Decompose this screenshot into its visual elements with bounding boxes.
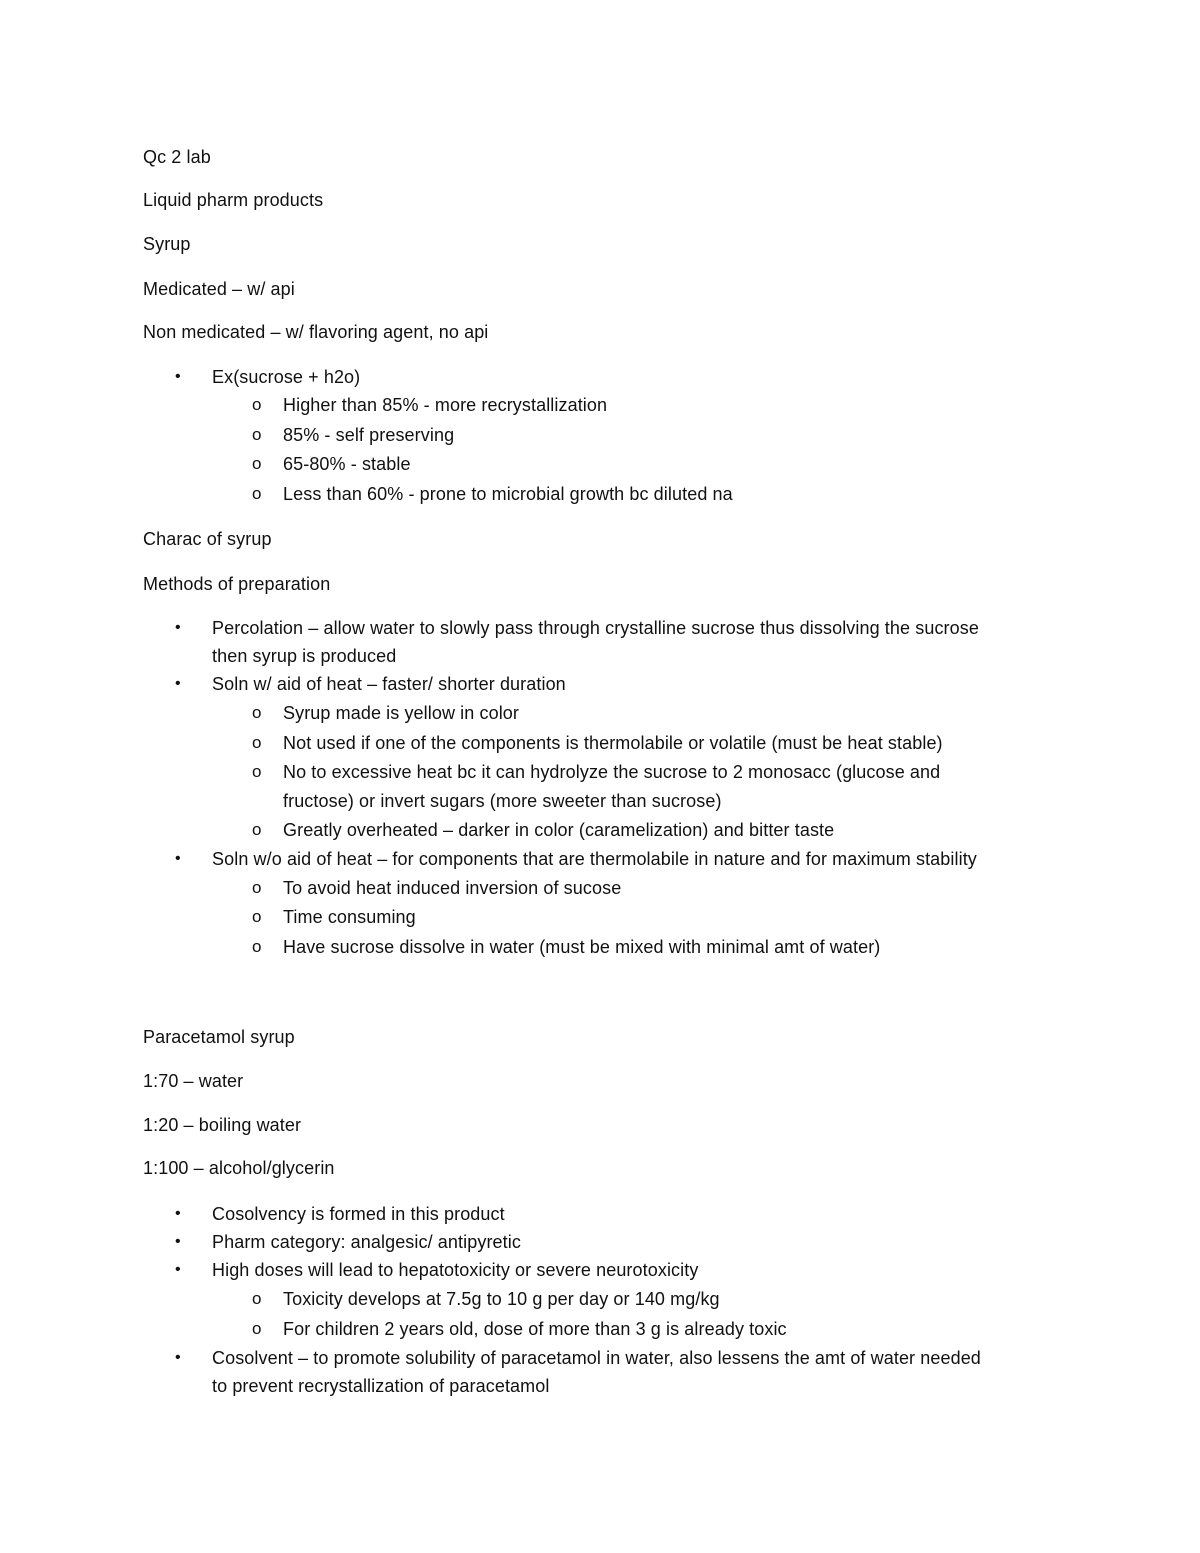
paragraph-line: Methods of preparation (143, 574, 331, 594)
sub-bullet-item-text: 65-80% - stable (283, 454, 411, 474)
sub-bullet-marker: o (252, 1289, 262, 1308)
sub-bullet-marker: o (252, 484, 262, 503)
sub-bullet-marker: o (252, 878, 262, 897)
sub-bullet-marker: o (252, 1319, 262, 1338)
paragraph-line: Liquid pharm products (143, 190, 324, 210)
bullet-marker: • (175, 1349, 181, 1366)
bullet-marker: • (175, 1233, 181, 1250)
sub-bullet-item-text: Time consuming (283, 907, 416, 927)
bullet-marker: • (175, 619, 181, 636)
sub-bullet-marker: o (252, 907, 262, 926)
bullet-item-text: Cosolvency is formed in this product (212, 1204, 505, 1224)
sub-bullet-marker: o (252, 762, 262, 781)
sub-bullet-item-text: To avoid heat induced inversion of sucose (283, 878, 622, 898)
paragraph-line: Non medicated – w/ flavoring agent, no api (143, 322, 489, 342)
sub-bullet-item-text: Syrup made is yellow in color (283, 703, 519, 723)
bullet-marker: • (175, 1205, 181, 1222)
sub-bullet-item-text: Have sucrose dissolve in water (must be mixed with minimal amt of water) (283, 937, 881, 957)
sub-bullet-marker: o (252, 425, 262, 444)
paragraph-line: Charac of syrup (143, 529, 272, 549)
bullet-item-text: Soln w/ aid of heat – faster/ shorter duration (212, 674, 566, 694)
bullet-marker: • (175, 368, 181, 385)
bullet-item-text: to prevent recrystallization of paracetamol (212, 1376, 550, 1396)
sub-bullet-item-text: Greatly overheated – darker in color (caramelization) and bitter taste (283, 820, 835, 840)
paragraph-line: 1:20 – boiling water (143, 1115, 302, 1135)
bullet-item-text: Soln w/o aid of heat – for components that are thermolabile in nature and for maximum stability (212, 849, 977, 869)
sub-bullet-marker: o (252, 733, 262, 752)
sub-bullet-item-text: Toxicity develops at 7.5g to 10 g per day or 140 mg/kg (283, 1289, 720, 1309)
sub-bullet-marker: o (252, 703, 262, 722)
sub-bullet-marker: o (252, 395, 262, 414)
sub-bullet-item-text: fructose) or invert sugars (more sweeter than sucrose) (283, 791, 722, 811)
sub-bullet-marker: o (252, 820, 262, 839)
sub-bullet-item-text: 85% - self preserving (283, 425, 455, 445)
paragraph-line: Qc 2 lab (143, 147, 211, 167)
bullet-item-text: Cosolvent – to promote solubility of paracetamol in water, also lessens the amt of water needed (212, 1348, 981, 1368)
bullet-item-text: then syrup is produced (212, 646, 397, 666)
paragraph-line: 1:70 – water (143, 1071, 244, 1091)
bullet-item-text: Pharm category: analgesic/ antipyretic (212, 1232, 521, 1252)
bullet-marker: • (175, 1261, 181, 1278)
sub-bullet-marker: o (252, 937, 262, 956)
sub-bullet-item-text: No to excessive heat bc it can hydrolyze the sucrose to 2 monosacc (glucose and (283, 762, 941, 782)
paragraph-line: 1:100 – alcohol/glycerin (143, 1158, 335, 1178)
sub-bullet-marker: o (252, 454, 262, 473)
paragraph-line: Medicated – w/ api (143, 279, 295, 299)
bullet-item-text: High doses will lead to hepatotoxicity or severe neurotoxicity (212, 1260, 699, 1280)
sub-bullet-item-text: Less than 60% - prone to microbial growth bc diluted na (283, 484, 733, 504)
bullet-marker: • (175, 850, 181, 867)
sub-bullet-item-text: Higher than 85% - more recrystallization (283, 395, 608, 415)
sub-bullet-item-text: For children 2 years old, dose of more than 3 g is already toxic (283, 1319, 787, 1339)
paragraph-line: Syrup (143, 234, 191, 254)
bullet-marker: • (175, 675, 181, 692)
sub-bullet-item-text: Not used if one of the components is thermolabile or volatile (must be heat stable) (283, 733, 943, 753)
bullet-item-text: Percolation – allow water to slowly pass through crystalline sucrose thus dissolving the sucrose (212, 618, 979, 638)
paragraph-line: Paracetamol syrup (143, 1027, 295, 1047)
bullet-item-text: Ex(sucrose + h2o) (212, 367, 361, 387)
